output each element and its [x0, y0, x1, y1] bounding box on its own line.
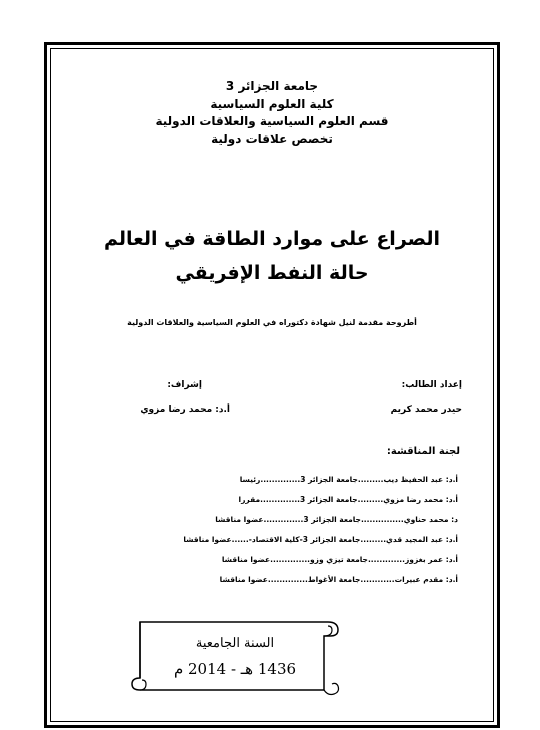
supervisor-label: إشراف:: [167, 380, 202, 390]
committee-heading: لجنة المناقشة:: [386, 446, 460, 457]
supervisor-name: أ.د: محمد رضا مزوي: [140, 405, 230, 415]
academic-year-value: 1436 هـ - 2014 م: [173, 660, 297, 678]
specialty-name: تخصص علاقات دولية: [211, 131, 333, 146]
scroll-banner: [128, 612, 342, 704]
faculty-name: كلية العلوم السياسية: [210, 96, 334, 111]
committee-list: [148, 470, 458, 590]
committee-member: أ.د: محمد رضا مزوي.........جامعة الجزائر 3..............مقررا: [238, 495, 458, 504]
thesis-note: أطروحة مقدمة لنيل شهادة دكتوراه في العلوم السياسية والعلاقات الدولية: [127, 318, 417, 327]
committee-member: أ.د: عمر بغزوز.............جامعة تيزي وزو..............عضوا مناقشا: [221, 555, 458, 564]
thesis-title-line1: الصراع على موارد الطاقة في العالم: [103, 228, 441, 250]
department-name: قسم العلوم السياسية والعلاقات الدولية: [155, 114, 389, 128]
academic-year-label: السنة الجامعية: [195, 636, 275, 651]
committee-member: أ.د: عبد الحفيظ ديب.........جامعة الجزائر 3..............رئيسا: [239, 475, 458, 484]
university-name: جامعة الجزائر 3: [225, 79, 319, 93]
institution-header: [54, 78, 490, 148]
student-label: إعداد الطالب:: [401, 380, 462, 390]
committee-member: أ.د: مقدم عبيرات............جامعة الأغواط..............عضوا مناقشا: [219, 575, 458, 584]
scroll-shape: [128, 612, 342, 704]
student-name: حيدر محمد كريم: [390, 405, 462, 415]
committee-member: د: محمد حناوي...............جامعة الجزائر 3..............عضوا مناقشا: [215, 515, 458, 524]
thesis-title-line2: حالة النفط الإفريقي: [175, 262, 369, 284]
committee-member: أ.د: عبد المجيد قدي.........جامعة الجزائر 3-كلية الاقتصاد-......عضوا مناقشا: [183, 535, 458, 544]
